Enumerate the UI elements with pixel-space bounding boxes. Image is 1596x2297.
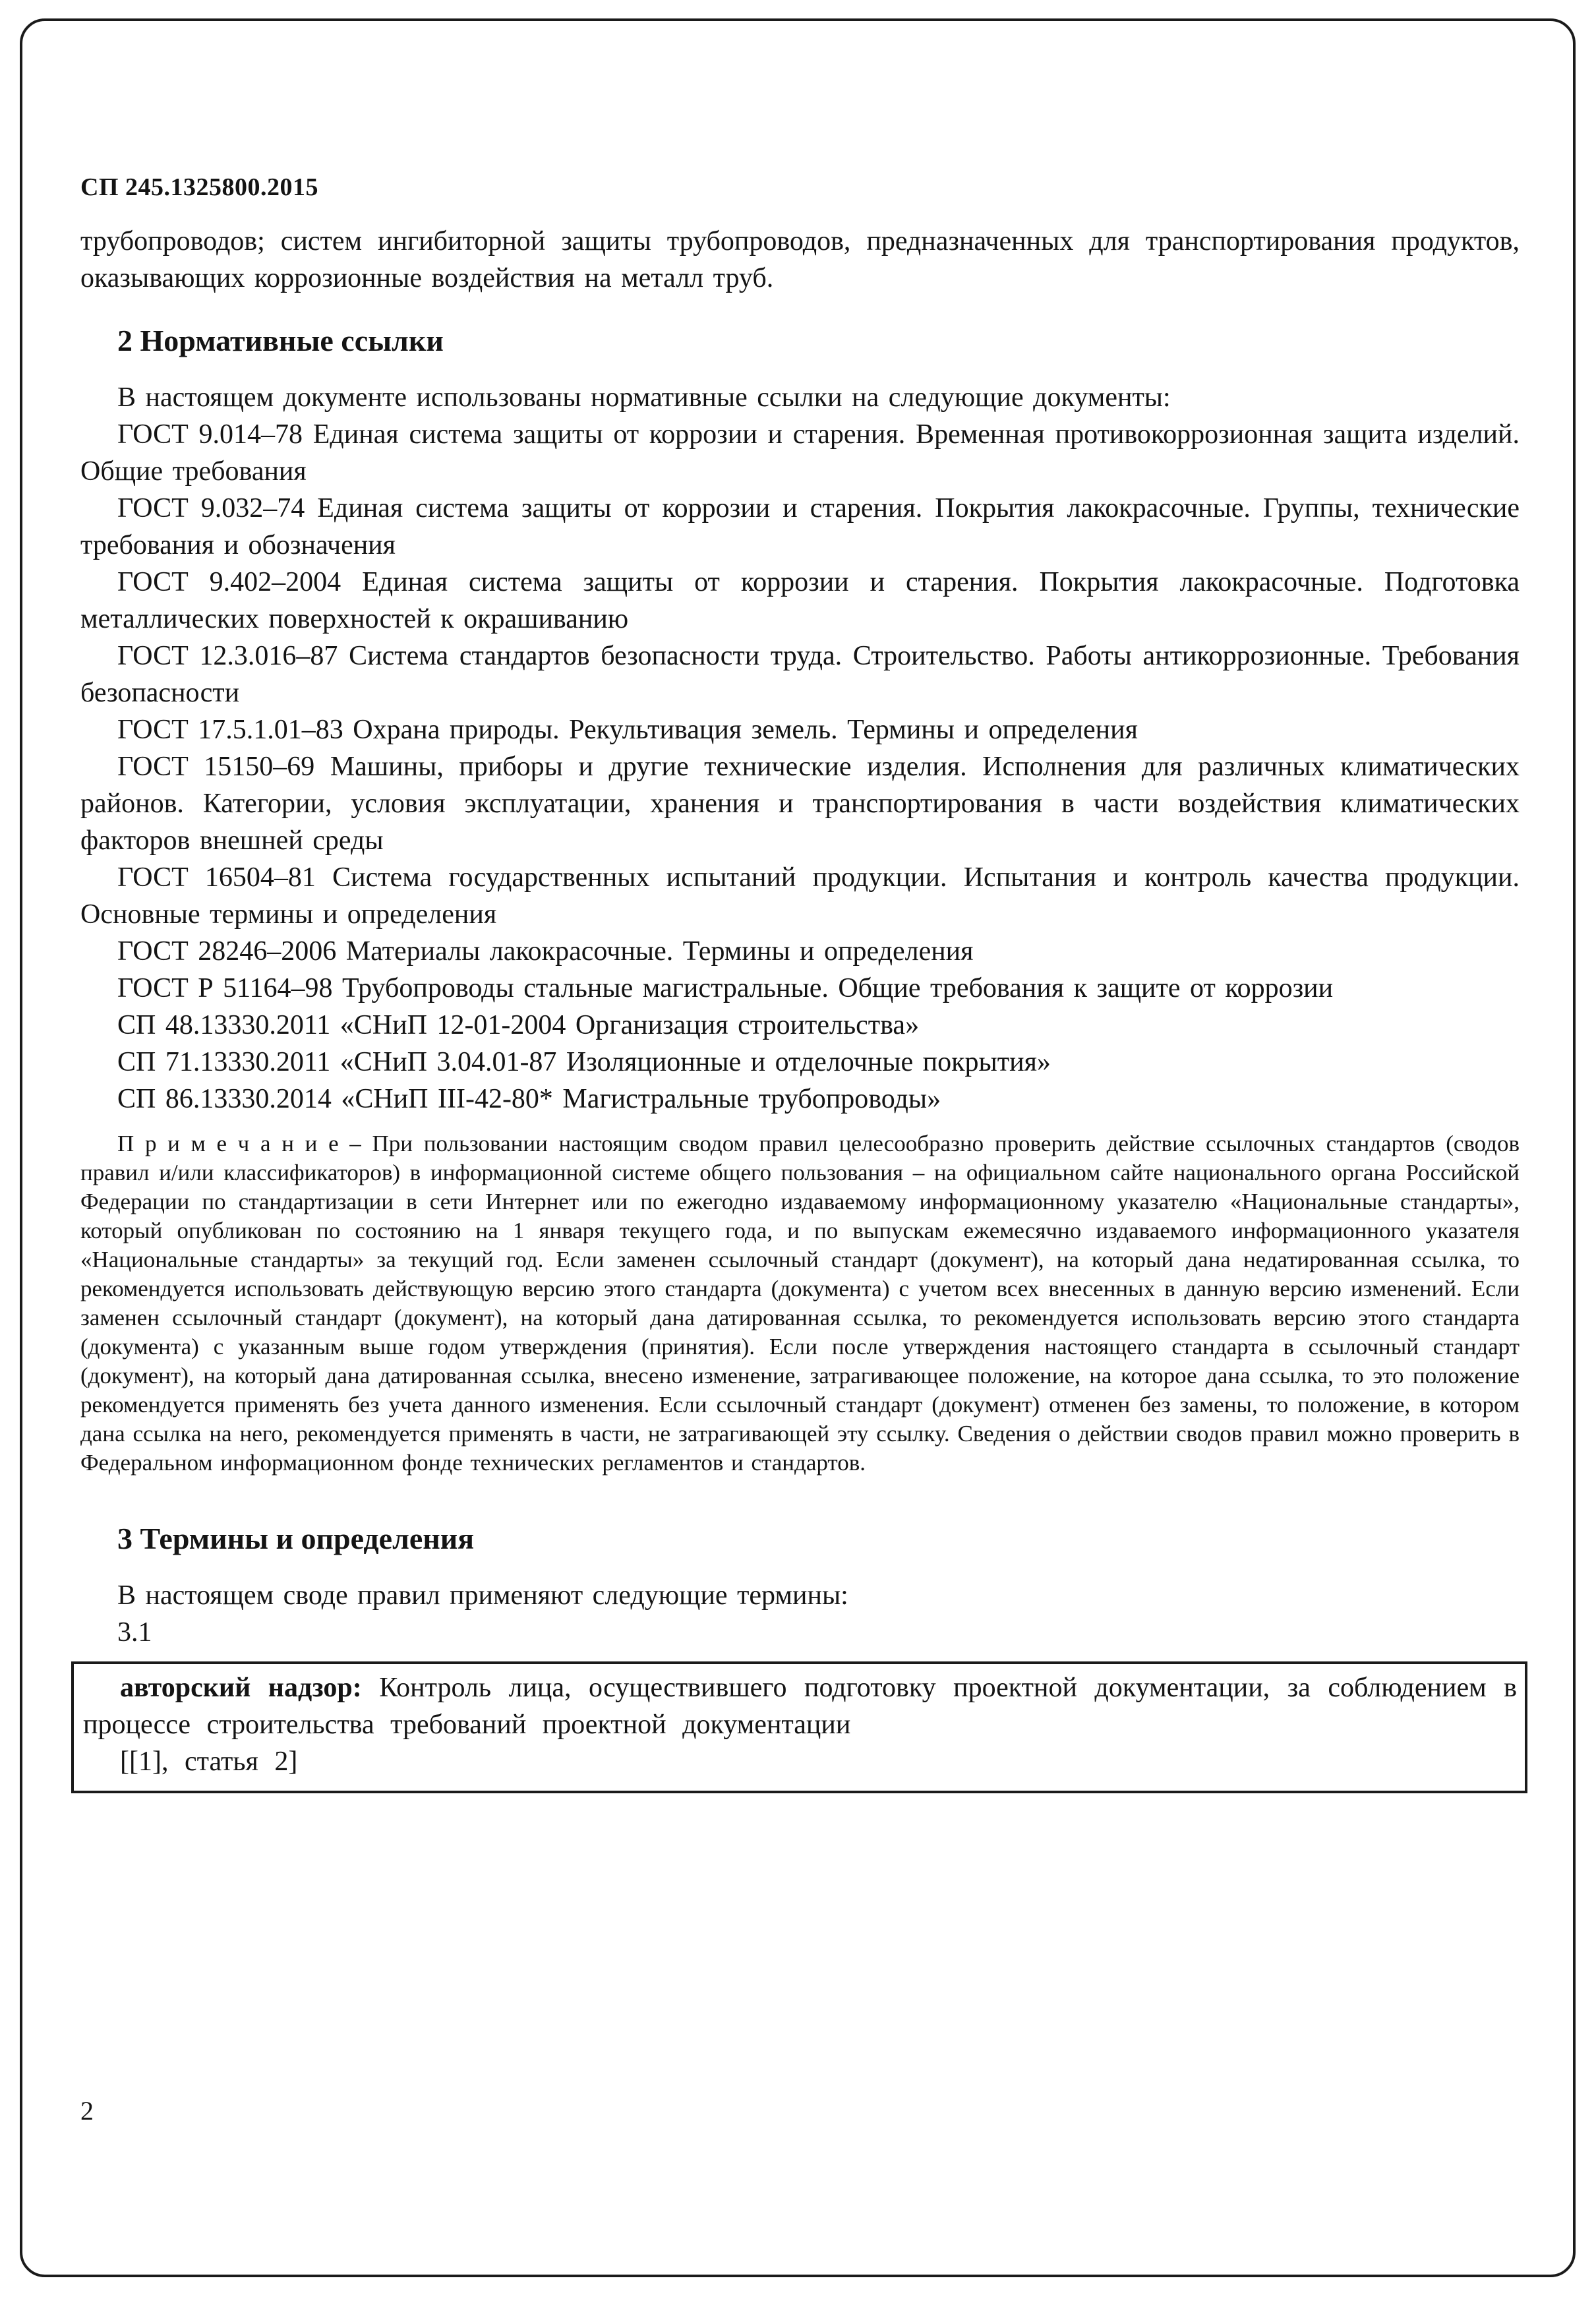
reference-item: ГОСТ 16504–81 Система государственных испытаний продукции. Испытания и контроль качества продукции. Основные термины и определения bbox=[80, 862, 1520, 930]
section-3-title: 3 Термины и определения bbox=[117, 1522, 475, 1555]
term-number: 3.1 bbox=[117, 1617, 152, 1648]
doc-code: СП 245.1325800.2015 bbox=[80, 173, 318, 201]
term-definition-box bbox=[71, 1661, 1527, 1793]
section-2-lead: В настоящем документе использованы нормативные ссылки на следующие документы: bbox=[117, 382, 1171, 413]
reference-item: ГОСТ 9.014–78 Единая система защиты от коррозии и старения. Временная противокоррозионная защита изделий. Общие требования bbox=[80, 419, 1520, 487]
term-source: [[1], статья 2] bbox=[120, 1746, 298, 1777]
term-definition bbox=[83, 1669, 1517, 1743]
reference-item: СП 71.13330.2011 «СНиП 3.04.01-87 Изоляционные и отделочные покрытия» bbox=[117, 1047, 1051, 1077]
reference-item: ГОСТ 12.3.016–87 Система стандартов безопасности труда. Строительство. Работы антикоррозионные. Требования безопасности bbox=[80, 641, 1520, 708]
intro-paragraph: трубопроводов; систем ингибиторной защиты трубопроводов, предназначенных для транспортирования продуктов, оказывающих коррозионные воздействия на металл труб. bbox=[80, 226, 1520, 293]
term-name: авторский надзор: bbox=[120, 1673, 362, 1703]
note-paragraph: П р и м е ч а н и е – При пользовании настоящим сводом правил целесообразно проверить действие ссылочных стандартов (сводов правил и/или классификаторов) в информационной системе общего пользования – на официальном сайте национального органа Российской Федерации по стандартизации в сети Интернет или по ежегодно издаваемому информационному указателю «Национальные стандарты», который опубликован по состоянию на 1 января текущего года, и по выпускам ежемесячно издаваемого информационного указателя «Национальные стандарты» за текущий год. Если заменен ссылочный стандарт (документ), на который дана недатированная ссылка, то рекомендуется использовать действующую версию этого стандарта (документа) с учетом всех внесенных в данную версию изменений. Если заменен ссылочный стандарт (документ), на который дана датированная ссылка, то рекомендуется использовать версию этого стандарта (документа) с указанным выше годом утверждения (принятия). Если после утверждения настоящего стандарта в ссылочный стандарт (документ), на который дана датированная ссылка, внесено изменение, затрагивающее положение, на которое дана ссылка, то это положение рекомендуется применять без учета данного изменения. Если ссылочный стандарт (документ) отменен без замены, то положение, в котором дана ссылка на него, рекомендуется применять в части, не затрагивающей эту ссылку. Сведения о действии сводов правил можно проверить в Федеральном информационном фонде технических регламентов и стандартов. bbox=[80, 1131, 1520, 1476]
reference-item: СП 48.13330.2011 «СНиП 12-01-2004 Организация строительства» bbox=[117, 1010, 920, 1040]
page-content bbox=[80, 173, 1520, 1793]
reference-item: ГОСТ Р 51164–98 Трубопроводы стальные магистральные. Общие требования к защите от коррозии bbox=[117, 973, 1334, 1003]
reference-item: ГОСТ 9.402–2004 Единая система защиты от коррозии и старения. Покрытия лакокрасочные. Подготовка металлических поверхностей к окрашиванию bbox=[80, 567, 1520, 634]
term-definition-text: Контроль лица, осуществившего подготовку проектной документации, за соблюдением в процессе строительства требований проектной документации bbox=[83, 1673, 1518, 1740]
reference-item: ГОСТ 15150–69 Машины, приборы и другие технические изделия. Исполнения для различных климатических районов. Категории, условия эксплуатации, хранения и транспортирования в части воздействия климатических факторов внешней среды bbox=[80, 752, 1520, 856]
reference-item: ГОСТ 28246–2006 Материалы лакокрасочные. Термины и определения bbox=[117, 936, 974, 967]
section-3-lead: В настоящем своде правил применяют следующие термины: bbox=[117, 1580, 848, 1611]
section-2-title: 2 Нормативные ссылки bbox=[117, 324, 444, 357]
reference-item: СП 86.13330.2014 «СНиП III-42-80* Магистральные трубопроводы» bbox=[117, 1084, 941, 1114]
references-list bbox=[80, 416, 1520, 1118]
page-number: 2 bbox=[80, 2096, 94, 2126]
reference-item: ГОСТ 9.032–74 Единая система защиты от коррозии и старения. Покрытия лакокрасочные. Группы, технические требования и обозначения bbox=[80, 493, 1520, 560]
reference-item: ГОСТ 17.5.1.01–83 Охрана природы. Рекультивация земель. Термины и определения bbox=[117, 715, 1138, 745]
